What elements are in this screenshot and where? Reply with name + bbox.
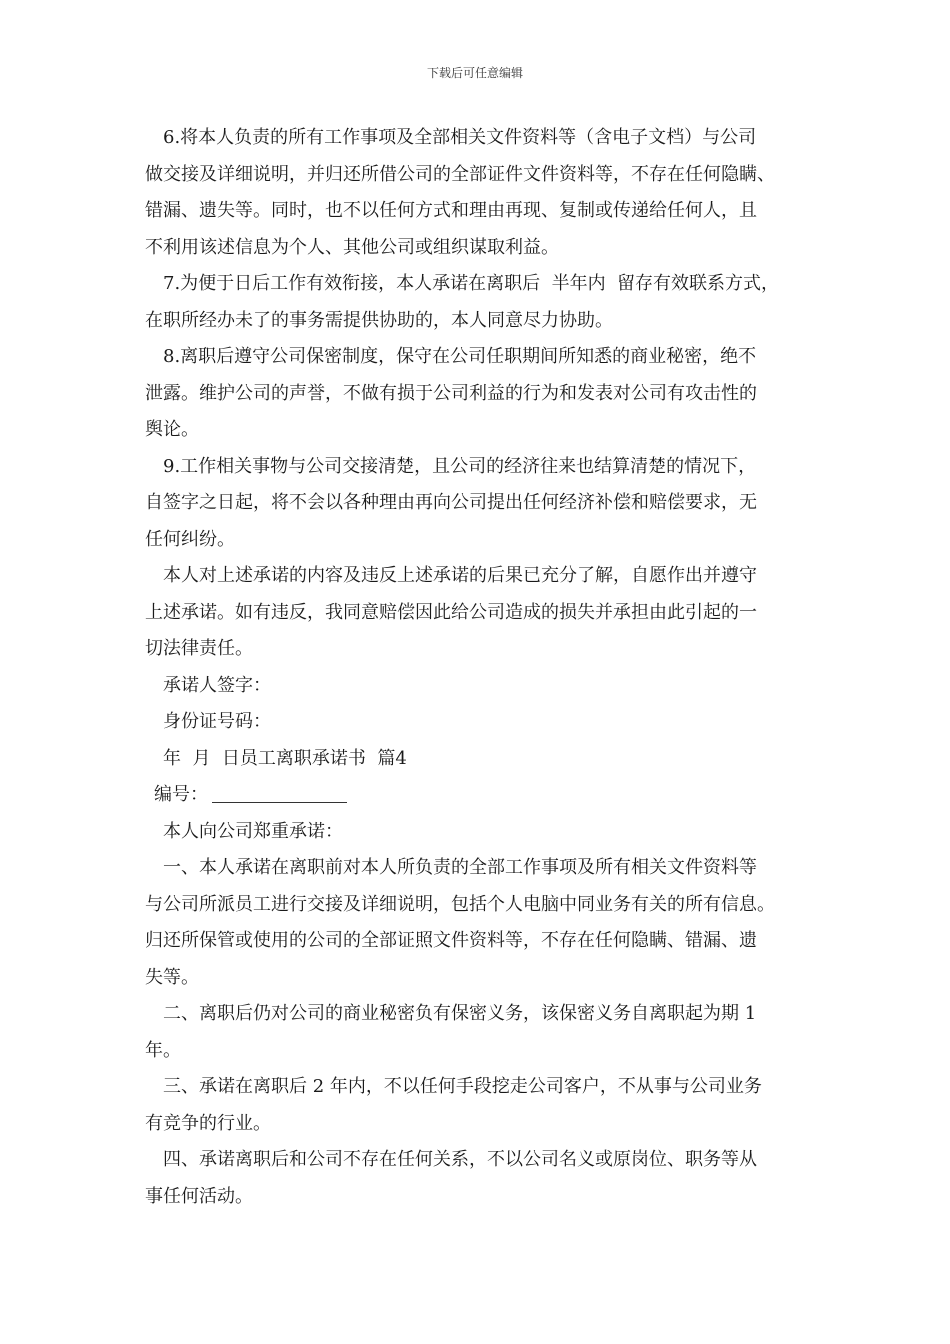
document-body [145,120,813,1215]
paragraph-6-line-1: 6.将本人负责的所有工作事项及全部相关文件资料等（含电子文档）与公司 [163,127,757,148]
paragraph-6-line-4: 不利用该述信息为个人、其他公司或组织谋取利益。 [145,236,559,258]
paragraph-7-line-1: 7.为便于日后工作有效衔接，本人承诺在离职后 半年内 留存有效联系方式， [163,273,780,294]
item-2-line-1: 二、离职后仍对公司的商业秘密负有保密义务，该保密义务自离职起为期 1 [163,1003,757,1024]
id-number-label: 身份证号码： [163,711,271,732]
item-4-line-2: 事任何活动。 [145,1185,253,1207]
paragraph-8-line-3: 舆论。 [145,419,199,440]
acknowledgement-line-1: 本人对上述承诺的内容及违反上述承诺的后果已充分了解，自愿作出并遵守 [163,565,757,586]
item-3-line-1: 三、承诺在离职后 2 年内，不以任何手段挖走公司客户，不从事与公司业务 [163,1076,762,1097]
paragraph-6-line-2: 做交接及详细说明，并归还所借公司的全部证件文件资料等，不存在任何隐瞒、 [145,163,775,185]
paragraph-9-line-3: 任何纠纷。 [145,528,235,550]
paragraph-7-line-2: 在职所经办未了的事务需提供协助的，本人同意尽力协助。 [145,309,613,331]
item-1-line-4: 失等。 [145,966,199,988]
number-field-row [145,777,813,814]
item-2-line-2: 年。 [145,1039,181,1061]
item-3-line-2: 有竞争的行业。 [145,1112,271,1134]
item-1-line-3: 归还所保管或使用的公司的全部证照文件资料等，不存在任何隐瞒、错漏、遗 [145,930,757,951]
intro-statement: 本人向公司郑重承诺： [163,820,343,842]
number-blank-line [212,782,347,803]
paragraph-9-line-1: 9.工作相关事物与公司交接清楚，且公司的经济往来也结算清楚的情况下， [163,455,757,477]
paragraph-9-line-2: 自签字之日起，将不会以各种理由再向公司提出任何经济补偿和赔偿要求，无 [145,492,757,513]
paragraph-6-line-3: 错漏、遗失等。同时，也不以任何方式和理由再现、复制或传递给任何人，且 [145,200,757,221]
acknowledgement-line-2: 上述承诺。如有违反，我同意赔偿因此给公司造成的损失并承担由此引起的一 [145,601,757,623]
item-1-line-1: 一、本人承诺在离职前对本人所负责的全部工作事项及所有相关文件资料等 [163,857,757,878]
acknowledgement-line-3: 切法律责任。 [145,638,253,659]
paragraph-8-line-2: 泄露。维护公司的声誉，不做有损于公司利益的行为和发表对公司有攻击性的 [145,382,757,404]
paragraph-8-line-1: 8.离职后遵守公司保密制度，保守在公司任职期间所知悉的商业秘密，绝不 [163,346,757,367]
number-label: 编号： [154,784,208,805]
page-header: 下载后可任意编辑 [426,66,523,80]
date-and-section-title: 年 月 日员工离职承诺书 篇4 [163,747,407,769]
item-1-line-2: 与公司所派员工进行交接及详细说明，包括个人电脑中同业务有关的所有信息。 [145,893,775,915]
item-4-line-1: 四、承诺离职后和公司不存在任何关系，不以公司名义或原岗位、职务等从 [163,1149,757,1170]
signature-label: 承诺人签字： [163,674,271,696]
